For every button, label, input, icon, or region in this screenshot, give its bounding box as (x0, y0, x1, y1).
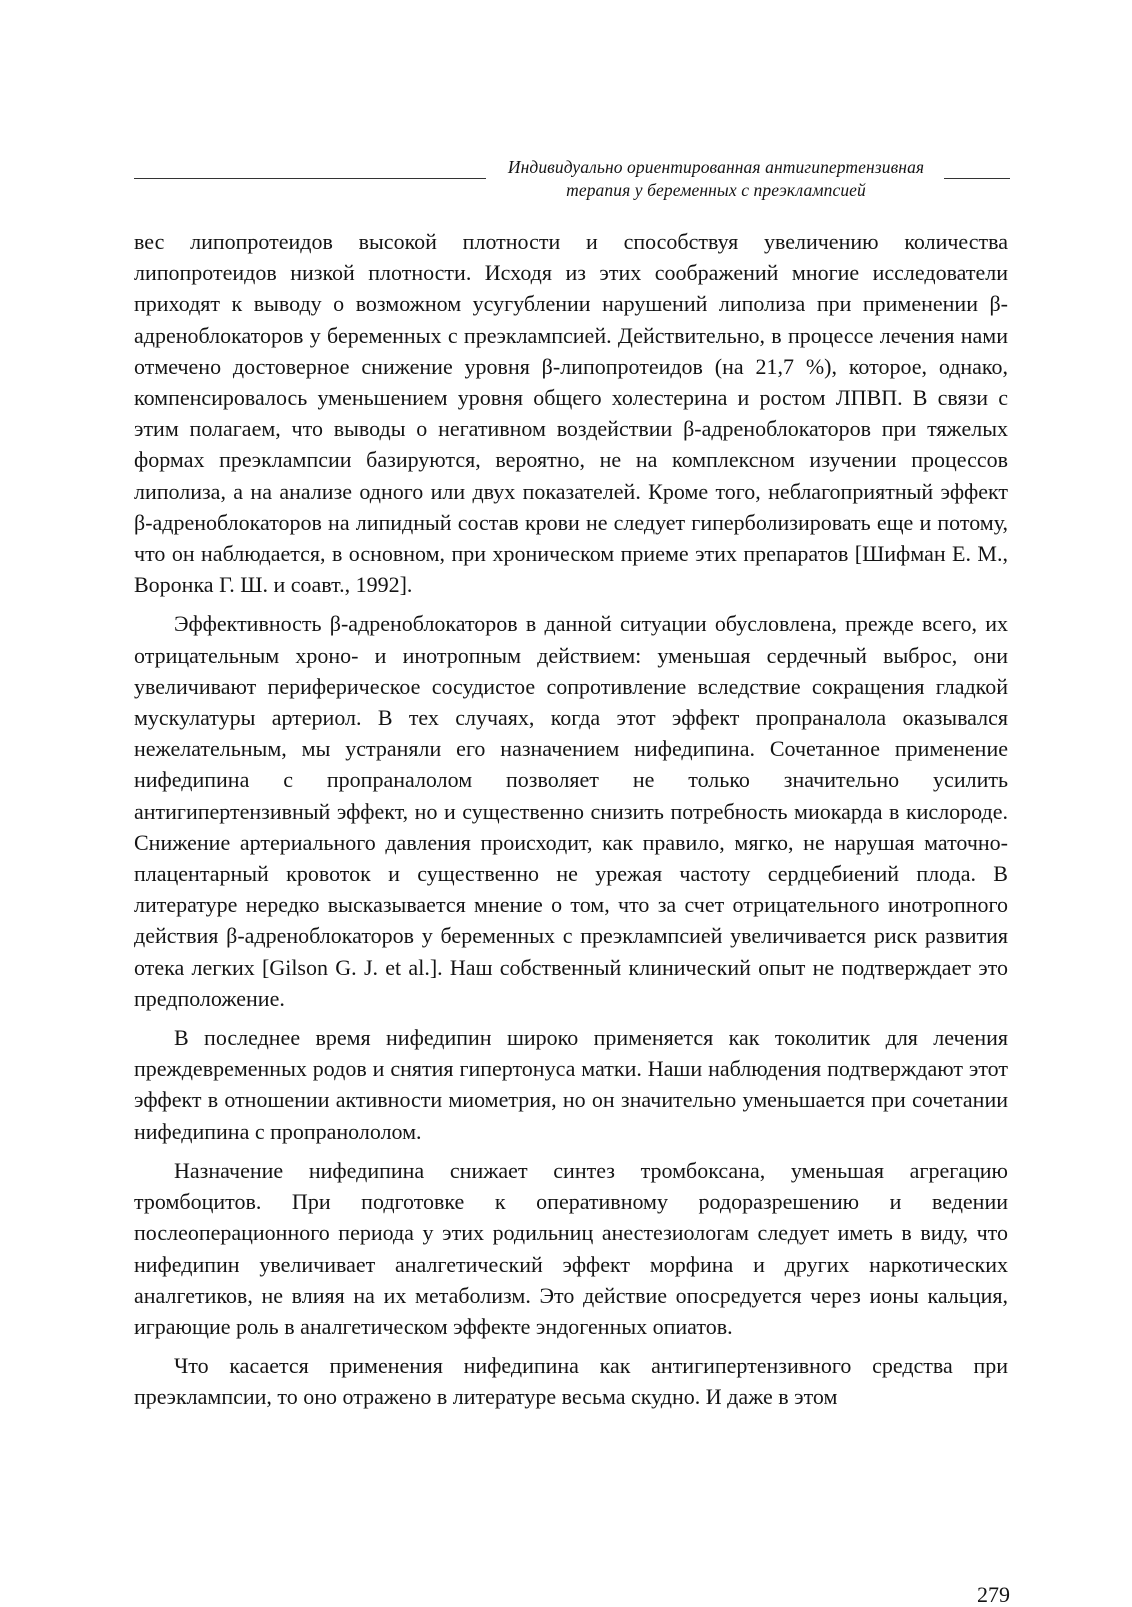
paragraph-4: Назначение нифедипина снижает синтез тромбоксана, уменьшая агрегацию тромбоцитов. При подготовке к оперативному родоразрешению и ведении послеоперационного периода у этих родильниц анестезиологам следует иметь в виду, что нифедипин увеличивает аналгетический эффект морфина и других наркотических аналгетиков, не влияя на их метаболизм. Это действие опосредуется через ионы кальция, играющие роль в аналгетическом эффекте эндогенных опиатов. (134, 1157, 1008, 1339)
page-number: 279 (977, 1582, 1010, 1607)
paragraph-5: Что касается применения нифедипина как антигипертензивного средства при преэклампсии, то оно отражено в литературе весьма скудно. И даже в этом (134, 1353, 1008, 1410)
paragraph-1: вес липопротеидов высокой плотности и способствуя увеличению количества липопротеидов низкой плотности. Исходя из этих соображений многие исследователи приходят к выводу о возможном усугублении нарушений липолиза при применении β-адреноблокаторов у беременных с преэклампсией. Действительно, в процессе лечения нами отмечено достоверное снижение уровня β-липопротеидов (на 21,7 %), которое, однако, компенсировалось уменьшением уровня общего холестерина и ростом ЛПВП. В связи с этим полагаем, что выводы о негативном воздействии β-адреноблокаторов при тяжелых формах преэклампсии базируются, вероятно, не на комплексном изучении процессов липолиза, а на анализе одного или двух показателей. Кроме того, неблагоприятный эффект β-адреноблокаторов на липидный состав крови не следует гиперболизировать еще и потому, что он наблюдается, в основном, при хроническом приеме этих препаратов [Шифман Е. М., Воронка Г. Ш. и соавт., 1992]. (134, 229, 1008, 598)
running-head-title (490, 156, 942, 202)
running-head-line-2: терапия у беременных с преэклампсией (566, 180, 866, 200)
paragraph-3: В последнее время нифедипин широко применяется как токолитик для лечения преждевременных родов и снятия гипертонуса матки. Наши наблюдения подтверждают этот эффект в отношении активности миометрия, но он значительно уменьшается при сочетании нифедипина с пропранололом. (134, 1025, 1008, 1144)
running-head (134, 156, 1010, 206)
running-head-rule-left (134, 178, 486, 179)
page-body (134, 226, 1008, 1413)
paragraph-2: Эффективность β-адреноблокаторов в данной ситуации обусловлена, прежде всего, их отрицательным хроно- и инотропным действием: уменьшая сердечный выброс, они увеличивают периферическое сосудистое сопротивление вследствие сокращения гладкой мускулатуры артериол. В тех случаях, когда этот эффект пропраналола оказывался нежелательным, мы устраняли его назначением нифедипина. Сочетанное применение нифедипина с пропраналолом позволяет не только значительно усилить антигипертензивный эффект, но и существенно снизить потребность миокарда в кислороде. Снижение артериального давления происходит, как правило, мягко, не нарушая маточноплацентарный кровоток и существенно не урежая частоту сердцебиений плода. В литературе нередко высказывается мнение о том, что за счет отрицательного инотропного действия β-адреноблокаторов у беременных с преэклампсией увеличивается риск развития отека легких [Gilson G. J. et al.]. Наш собственный клинический опыт не подтверждает это предположение. (134, 611, 1008, 1011)
running-head-line-1: Индивидуально ориентированная антигипертензивная (507, 157, 925, 177)
running-head-rule-right (944, 178, 1010, 179)
